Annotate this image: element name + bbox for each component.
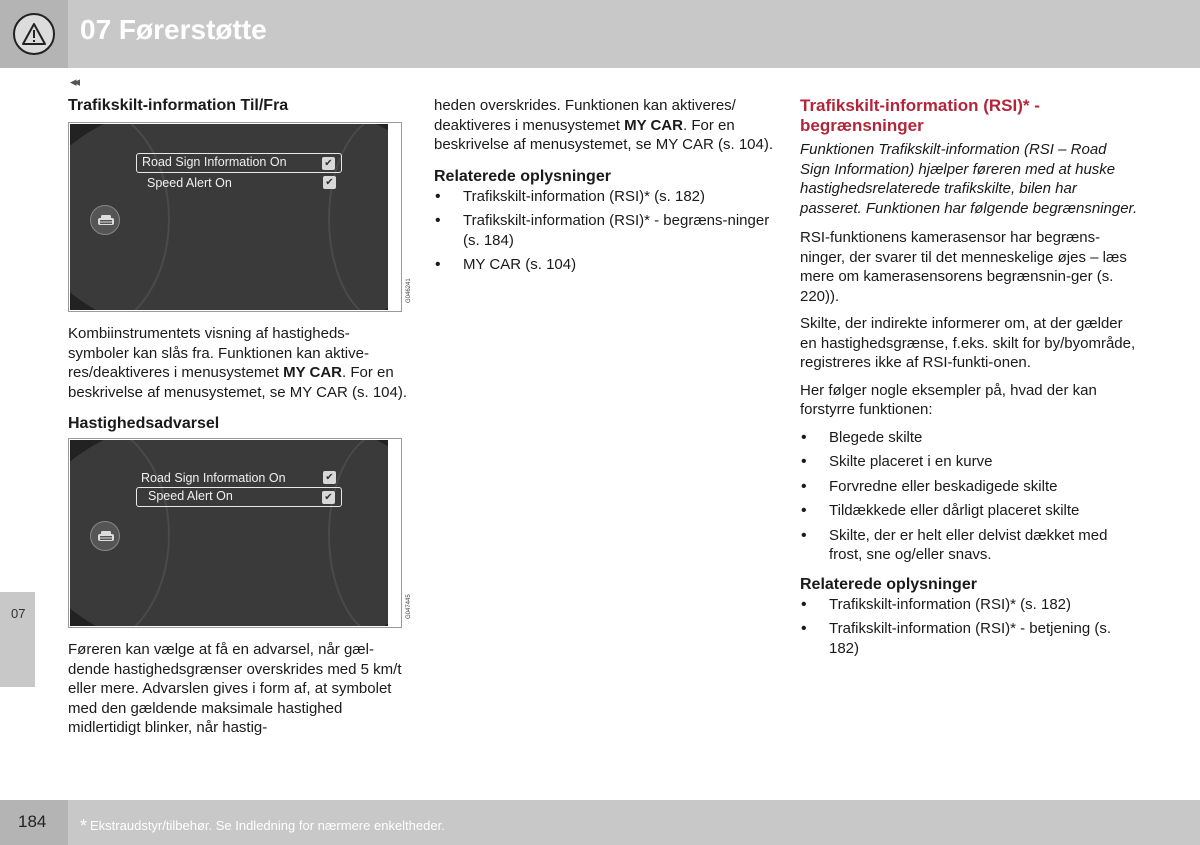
text: Kombiinstrumentets visning af hastigheds-symboler kan slås fra. Funktionen kan aktive-res/deaktiveres i menusystemet xyxy=(68,325,369,381)
footnote xyxy=(80,814,445,835)
page-number: 184 xyxy=(18,812,47,831)
header-icon-box xyxy=(0,0,68,68)
related-link[interactable]: • Trafikskilt-information (RSI)* (s. 182) xyxy=(800,595,1140,615)
figure-speed-alert-menu xyxy=(68,438,412,628)
section-heading-toggle: Trafikskilt-information Til/Fra xyxy=(68,97,289,114)
list-item: • Blegede skilte xyxy=(800,428,1140,448)
checkbox-checked-icon: ✔ xyxy=(323,471,336,484)
section-heading-speed-alert: Hastighedsadvarsel xyxy=(68,415,220,432)
checkbox-checked-icon: ✔ xyxy=(323,176,336,189)
page-footer xyxy=(0,800,1200,845)
bold-text: MY CAR xyxy=(624,116,683,134)
page-number-box xyxy=(0,800,68,845)
list-item: • Skilte placeret i en kurve xyxy=(800,452,1140,472)
chapter-tab-label: 07 xyxy=(11,606,26,621)
figure-code: G046241 xyxy=(406,278,412,303)
menu-item-road-sign-information xyxy=(136,153,342,173)
list-item: • Tildækkede eller dårligt placeret skilte xyxy=(800,501,1140,521)
intro-paragraph: Funktionen Trafikskilt-information (RSI – Road Sign Information) hjælper føreren med at huske hastighedsrelaterede trafikskilte, bilen har passeret. Funktionen har følgende begrænsninger. xyxy=(800,141,1138,217)
related-links-list xyxy=(434,187,774,275)
footnote-star: * xyxy=(80,816,88,836)
list-item: • Forvredne eller beskadigede skilte xyxy=(800,477,1140,497)
related-link[interactable]: • Trafikskilt-information (RSI)* - begræns-ninger (s. 184) xyxy=(434,211,774,250)
related-info-heading: Relaterede oplysninger xyxy=(800,575,977,593)
paragraph-indirect-signs: Skilte, der indirekte informerer om, at der gælder en hastighedsgrænse, f.eks. skilt for by/byområde, registreres ikke af RSI-funkti-onen. xyxy=(800,315,1136,371)
related-link[interactable]: • MY CAR (s. 104) xyxy=(434,255,774,275)
car-icon xyxy=(90,205,120,235)
car-icon xyxy=(90,521,120,551)
bold-text: MY CAR xyxy=(283,364,342,381)
menu-item-speed-alert xyxy=(136,173,342,193)
footnote-text: Ekstraudstyr/tilbehør. Se Indledning for nærmere enkeltheder. xyxy=(90,818,445,833)
paragraph-continued xyxy=(434,96,774,155)
related-links-list xyxy=(800,595,1140,659)
related-link[interactable]: • Trafikskilt-information (RSI)* (s. 182) xyxy=(434,187,774,207)
display-screen xyxy=(70,124,388,310)
column-1 xyxy=(68,96,412,738)
column-2 xyxy=(434,96,774,280)
menu-item-speed-alert xyxy=(136,487,342,507)
list-item: • Skilte, der er helt eller delvist dækket med frost, sne og/eller snavs. xyxy=(800,526,1140,565)
menu-item-label: Speed Alert On xyxy=(147,176,232,190)
paragraph-speed-alert: Føreren kan vælge at få en advarsel, når gæl-dende hastighedsgrænser overskrides med 5 km/t eller mere. Advarslen gives i form af, at symbolet med den gældende maksimale hastighed midlertidigt blinker, når hastig- xyxy=(68,641,402,736)
related-info-heading: Relaterede oplysninger xyxy=(434,167,611,185)
warning-triangle-icon xyxy=(13,13,55,55)
display-screen xyxy=(70,440,388,626)
figure-code: G047445 xyxy=(406,594,412,619)
chapter-title: 07 Førerstøtte xyxy=(80,14,267,45)
paragraph-examples-intro: Her følger nogle eksempler på, hvad der kan forstyrre funktionen: xyxy=(800,381,1097,418)
text: . For en beskrivelse af menusystemet, se MY CAR (s. 104). xyxy=(68,364,408,401)
paragraph-toggle xyxy=(68,324,408,402)
checkbox-checked-icon: ✔ xyxy=(322,157,335,170)
examples-list xyxy=(800,428,1140,565)
paragraph-camera-sensor: RSI-funktionens kamerasensor har begræns-ninger, der svarer til det menneskelige øjes – læs mere om kamerasensorens begrænsnin-ger (s. 220)). xyxy=(800,229,1127,305)
chapter-header xyxy=(0,0,1200,68)
chapter-side-tab xyxy=(0,592,35,687)
menu-item-label: Road Sign Information On xyxy=(141,471,286,485)
menu-item-label: Road Sign Information On xyxy=(142,155,287,169)
checkbox-checked-icon: ✔ xyxy=(322,491,335,504)
text: heden overskrides. Funktionen kan aktiveres/ deaktiveres i menusystemet xyxy=(434,97,736,134)
section-heading-limitations: Trafikskilt-information (RSI)* - begrænsninger xyxy=(800,96,1040,135)
text: . For en beskrivelse af menusystemet, se MY CAR (s. 104). xyxy=(434,116,774,153)
menu-item-road-sign-information xyxy=(136,468,342,488)
back-navigation-icon[interactable]: ◂◂ xyxy=(70,74,78,89)
figure-road-sign-menu xyxy=(68,122,412,312)
column-3 xyxy=(800,96,1140,663)
related-link[interactable]: • Trafikskilt-information (RSI)* - betjening (s. 182) xyxy=(800,619,1140,658)
menu-item-label: Speed Alert On xyxy=(148,489,233,503)
